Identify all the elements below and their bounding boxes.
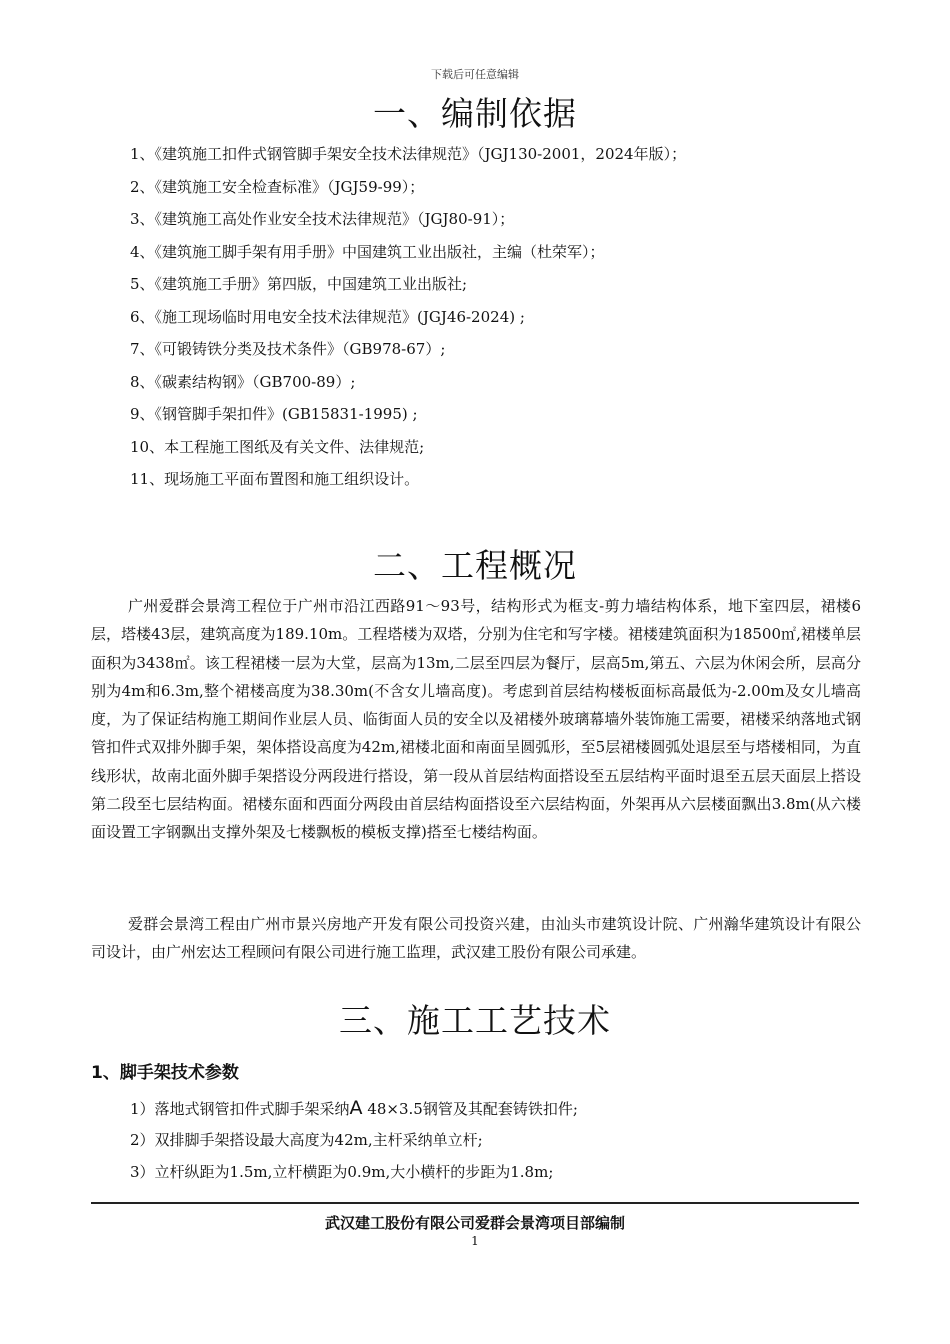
parameter-item: 3）立杆纵距为1.5m,立杆横距为0.9m,大小横杆的步距为1.8m; — [130, 1163, 554, 1181]
section3-title: 三、施工工艺技术 — [339, 1001, 611, 1040]
footer-divider — [91, 1202, 859, 1204]
parameter-suffix: 48×3.5钢管及其配套铸铁扣件; — [362, 1100, 578, 1118]
project-parties-paragraph: 爱群会景湾工程由广州市景兴房地产开发有限公司投资兴建，由汕头市建筑设计院、广州瀚华建筑设计有限公司设计，由广州宏达工程顾问有限公司进行施工监理，武汉建工股份有限公司承建。 — [91, 915, 861, 962]
parameter-list — [130, 1094, 578, 1190]
parameter-item — [130, 1094, 578, 1126]
pipe-diameter-symbol: A — [349, 1097, 363, 1119]
reference-item: 8、《碳素结构钢》（GB700-89）; — [130, 372, 356, 391]
reference-item: 1、《建筑施工扣件式钢管脚手架安全技术法律规范》（JGJ130-2001，2024年版）； — [130, 145, 687, 163]
project-overview-paragraph: 广州爱群会景湾工程位于广州市沿江西路91～93号，结构形式为框支-剪力墙结构体系，地下室四层，裙楼6层，塔楼43层，建筑高度为189.10m。工程塔楼为双塔，分别为住宅和写字楼。裙楼建筑面积为18500㎡,裙楼单层面积为3438㎡。该工程裙楼一层为大堂，层高为13m,二层至四层为餐厅，层高5m,第五、六层为休闲会所，层高分别为4m和6.3m,整个裙楼高度为38.30m(不含女儿墙高度)。考虑到首层结构楼板面标高最低为-2.00m及女儿墙高度，为了保证结构施工期间作业层人员、临街面人员的安全以及裙楼外玻璃幕墙外装饰施工需要，裙楼采纳落地式钢管扣件式双排外脚手架，架体搭设高度为42m,裙楼北面和南面呈圆弧形，至5层裙楼圆弧处退层至与塔楼相同，为直线形状，故南北面外脚手架搭设分两段进行搭设，第一段从首层结构面搭设至五层结构平面时退至五层天面层上搭设第二段至七层结构面。裙楼东面和西面分两段由首层结构面搭设至六层结构面，外架再从六层楼面飘出3.8m(从六楼面设置工字钢飘出支撑外架及七楼飘板的模板支撑)搭至七楼结构面。 — [91, 597, 861, 842]
reference-item: 9、《钢管脚手架扣件》(GB15831-1995) ; — [130, 405, 418, 423]
subsection-heading: 1、脚手架技术参数 — [91, 1063, 239, 1083]
page-number: 1 — [471, 1234, 479, 1248]
header-note: 下载后可任意编辑 — [431, 68, 519, 81]
section1-title: 一、编制依据 — [373, 94, 577, 133]
reference-item: 10、本工程施工图纸及有关文件、法律规范; — [130, 437, 425, 456]
reference-item: 7、《可锻铸铁分类及技术条件》（GB978-67）; — [130, 340, 446, 358]
reference-item: 5、《建筑施工手册》第四版，中国建筑工业出版社; — [130, 275, 468, 293]
reference-item: 4、《建筑施工脚手架有用手册》中国建筑工业出版社，主编（杜荣军）； — [130, 242, 605, 261]
parameter-item: 2）双排脚手架搭设最大高度为42m,主杆采纳单立杆; — [130, 1131, 483, 1149]
parameter-prefix: 1）落地式钢管扣件式脚手架采纳 — [130, 1100, 350, 1118]
reference-item: 11、现场施工平面布置图和施工组织设计。 — [130, 470, 420, 488]
reference-item: 2、《建筑施工安全检查标准》（JGJ59-99）； — [130, 177, 425, 196]
section2-title: 二、工程概况 — [373, 546, 577, 585]
reference-item: 6、《施工现场临时用电安全技术法律规范》(JGJ46-2024) ; — [130, 307, 525, 326]
reference-list — [130, 140, 686, 498]
footer-text: 武汉建工股份有限公司爱群会景湾项目部编制 — [324, 1214, 625, 1232]
reference-item: 3、《建筑施工高处作业安全技术法律规范》（JGJ80-91）； — [130, 210, 515, 228]
